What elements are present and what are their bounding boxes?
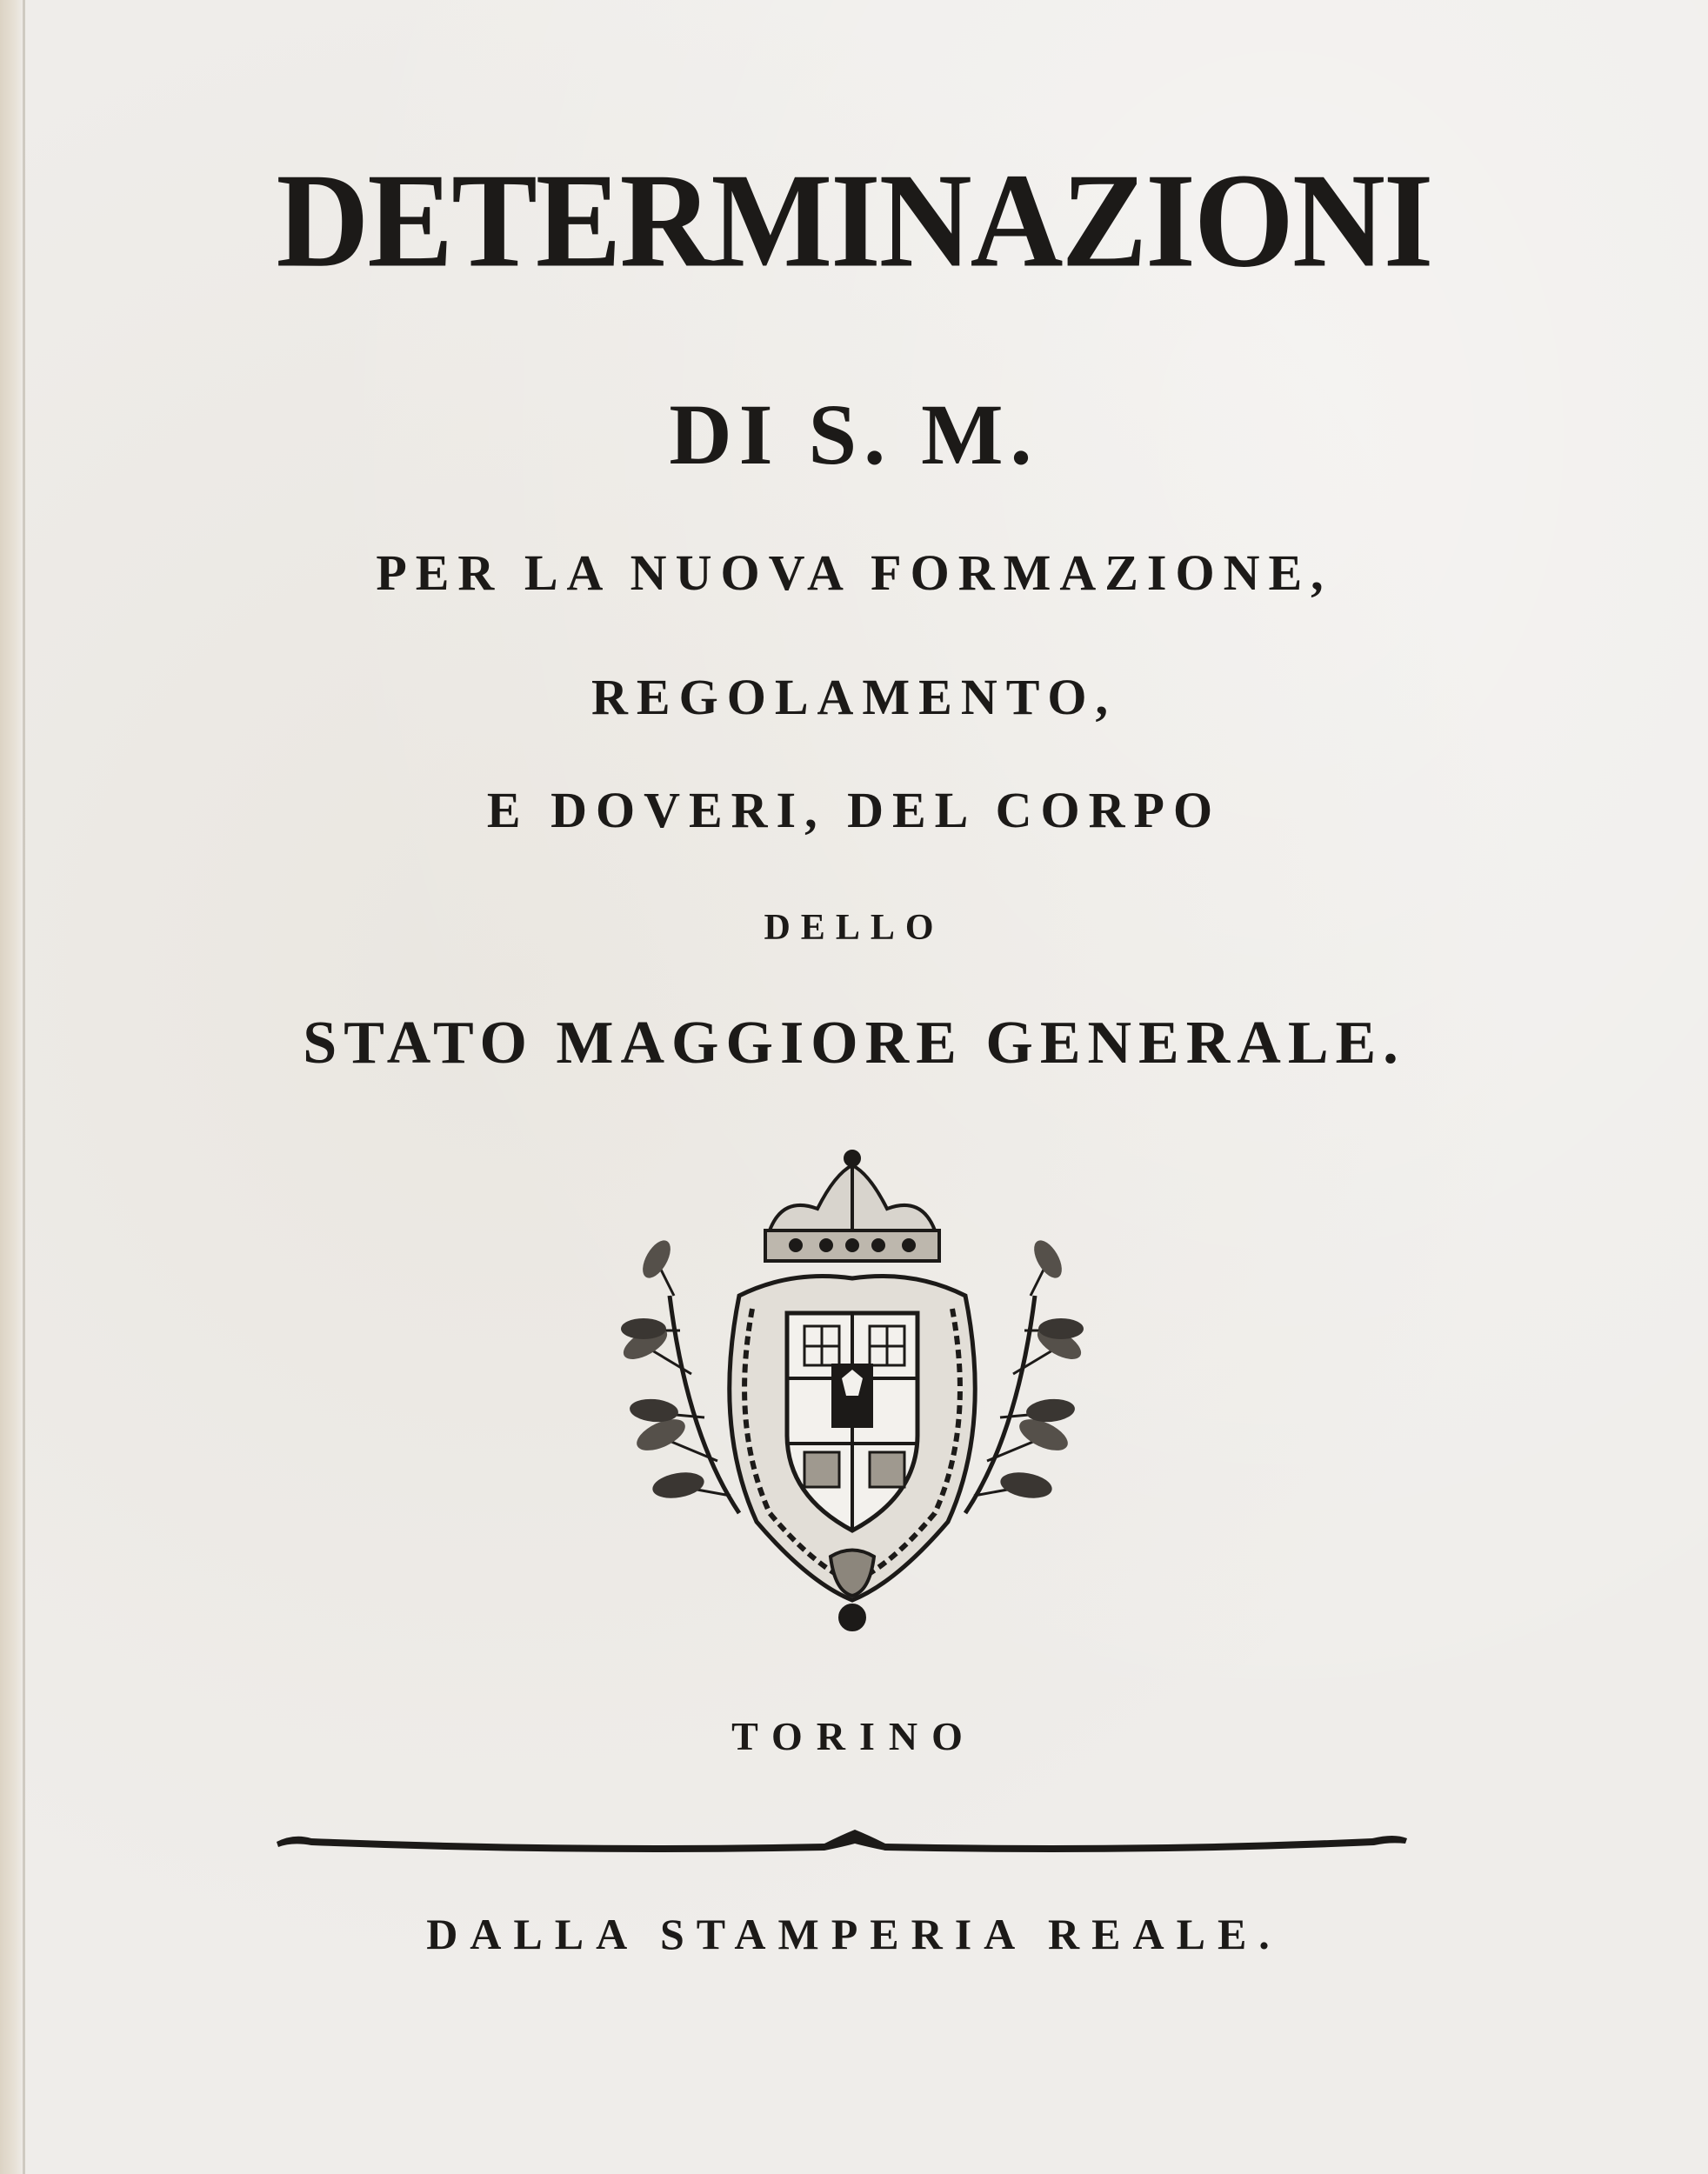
title-line-5: STATO MAGGIORE GENERALE. bbox=[303, 1010, 1405, 1077]
book-title: DETERMINAZIONI bbox=[276, 145, 1432, 297]
binding-edge bbox=[0, 0, 24, 2174]
title-line-3: E DOVERI, DEL CORPO bbox=[486, 782, 1222, 838]
title-line-1: PER LA NUOVA FORMAZIONE, bbox=[376, 544, 1332, 601]
imprint-printer: DALLA STAMPERIA REALE. bbox=[426, 1910, 1282, 1958]
title-line-4: DELLO bbox=[764, 908, 944, 948]
title-line-2: REGOLAMENTO, bbox=[591, 669, 1117, 725]
binding-shadow bbox=[23, 0, 25, 2174]
imprint-place: TORINO bbox=[731, 1714, 977, 1758]
royal-coat-of-arms-icon bbox=[609, 1148, 1096, 1635]
ornamental-rule bbox=[277, 1826, 1407, 1861]
book-subtitle: DI S. M. bbox=[669, 386, 1039, 483]
